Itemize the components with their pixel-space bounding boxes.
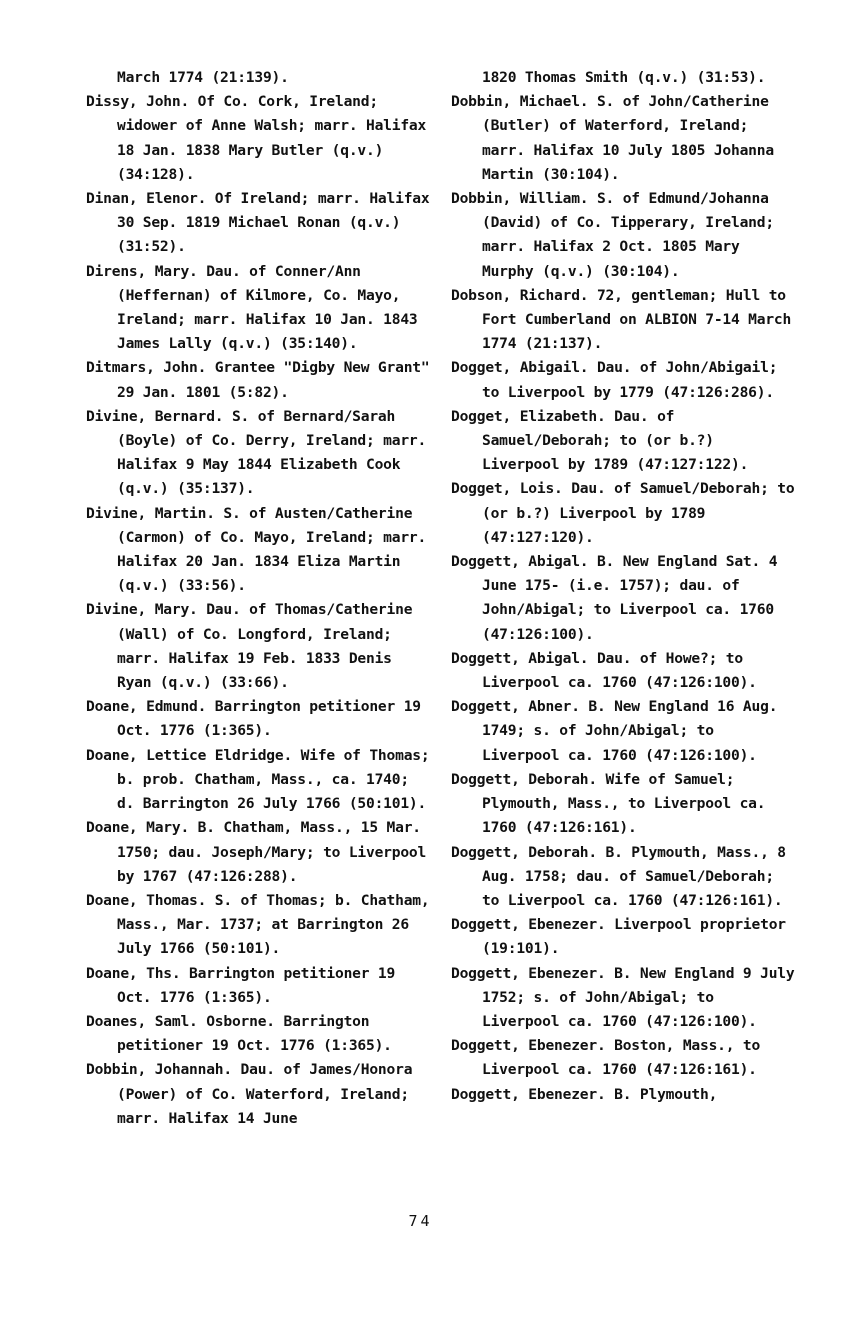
entry: Doggett, Ebenezer. Boston, Mass., to Liverpool ca. 1760 (47:126:161).	[451, 1037, 761, 1079]
page-number: 74	[408, 1212, 433, 1230]
entry: Doane, Ths. Barrington petitioner 19 Oct. 1776 (1:365).	[86, 964, 396, 1006]
entry: Doggett, Ebenezer. B. Plymouth,	[451, 1085, 718, 1103]
entry: March 1774 (21:139).	[117, 69, 289, 86]
entry: Doane, Thomas. S. of Thomas; b. Chatham, Mass., Mar. 1737; at Barrington 26 July 1766 (50:101).	[86, 891, 430, 958]
left-column	[86, 66, 431, 1131]
entry: Doggett, Abner. B. New England 16 Aug. 1749; s. of John/Abigal; to Liverpool ca. 1760 (47:126:100).	[451, 698, 778, 764]
entry: Dissy, John. Of Co. Cork, Ireland; widower of Anne Walsh; marr. Halifax 18 Jan. 1838 Mary Butler (q.v.) (34:128).	[86, 93, 427, 183]
entry: Dogget, Lois. Dau. of Samuel/Deborah; to (or b.?) Liverpool by 1789 (47:127:120).	[451, 480, 795, 546]
entry: Dogget, Abigail. Dau. of John/Abigail; to Liverpool by 1779 (47:126:286).	[451, 359, 778, 401]
entry: Dobbin, Michael. S. of John/Catherine (Butler) of Waterford, Ireland; marr. Halifax 10 July 1805 Johanna Martin (30:104).	[451, 93, 774, 183]
entry: Doane, Mary. B. Chatham, Mass., 15 Mar. 1750; dau. Joseph/Mary; to Liverpool by 1767 (47:126:288).	[86, 819, 427, 885]
entry: Dobbin, William. S. of Edmund/Johanna (David) of Co. Tipperary, Ireland; marr. Halifax 2 Oct. 1805 Mary Murphy (q.v.) (30:104).	[451, 190, 774, 280]
entry: Direns, Mary. Dau. of Conner/Ann (Heffernan) of Kilmore, Co. Mayo, Ireland; marr. Halifax 10 Jan. 1843 James Lally (q.v.) (35:140).	[86, 262, 418, 353]
entry: Dogget, Elizabeth. Dau. of Samuel/Deborah; to (or b.?) Liverpool by 1789 (47:127:122).	[451, 407, 749, 474]
entry: Doggett, Ebenezer. Liverpool proprietor (19:101).	[451, 916, 786, 958]
entry: 1820 Thomas Smith (q.v.) (31:53).	[482, 69, 766, 86]
right-column	[451, 66, 796, 1107]
entry: Dobson, Richard. 72, gentleman; Hull to Fort Cumberland on ALBION 7-14 March 1774 (21:137).	[451, 286, 792, 353]
entry: Divine, Martin. S. of Austen/Catherine (Carmon) of Co. Mayo, Ireland; marr. Halifax 20 Jan. 1834 Eliza Martin (q.v.) (33:56).	[86, 504, 427, 595]
entry: Doggett, Abigal. B. New England Sat. 4 June 175- (i.e. 1757); dau. of John/Abigal; to Liverpool ca. 1760 (47:126:100).	[451, 553, 778, 643]
entry: Doggett, Deborah. B. Plymouth, Mass., 8 Aug. 1758; dau. of Samuel/Deborah; to Liverpool ca. 1760 (47:126:161).	[451, 843, 786, 909]
entry: Doane, Edmund. Barrington petitioner 19 Oct. 1776 (1:365).	[86, 698, 421, 740]
entry: Dinan, Elenor. Of Ireland; marr. Halifax 30 Sep. 1819 Michael Ronan (q.v.) (31:52).	[86, 190, 430, 256]
entry: Doggett, Ebenezer. B. New England 9 July 1752; s. of John/Abigal; to Liverpool ca. 1760 (47:126:100).	[451, 964, 795, 1030]
entry: Doanes, Saml. Osborne. Barrington petitioner 19 Oct. 1776 (1:365).	[86, 1012, 392, 1055]
entry: Divine, Mary. Dau. of Thomas/Catherine (Wall) of Co. Longford, Ireland; marr. Halifax 19 Feb. 1833 Denis Ryan (q.v.) (33:66).	[86, 601, 413, 692]
entry: Doggett, Abigal. Dau. of Howe?; to Liverpool ca. 1760 (47:126:100).	[451, 649, 757, 692]
entry: Doggett, Deborah. Wife of Samuel; Plymouth, Mass., to Liverpool ca. 1760 (47:126:161).	[451, 770, 766, 837]
entry: Doane, Lettice Eldridge. Wife of Thomas; b. prob. Chatham, Mass., ca. 1740; d. Barrington 26 July 1766 (50:101).	[86, 746, 430, 813]
entry: Divine, Bernard. S. of Bernard/Sarah (Boyle) of Co. Derry, Ireland; marr. Halifax 9 May 1844 Elizabeth Cook (q.v.) (35:137).	[86, 407, 427, 498]
entry: Ditmars, John. Grantee "Digby New Grant" 29 Jan. 1801 (5:82).	[86, 359, 430, 401]
entry: Dobbin, Johannah. Dau. of James/Honora (Power) of Co. Waterford, Ireland; marr. Halifax 14 June	[86, 1061, 413, 1127]
